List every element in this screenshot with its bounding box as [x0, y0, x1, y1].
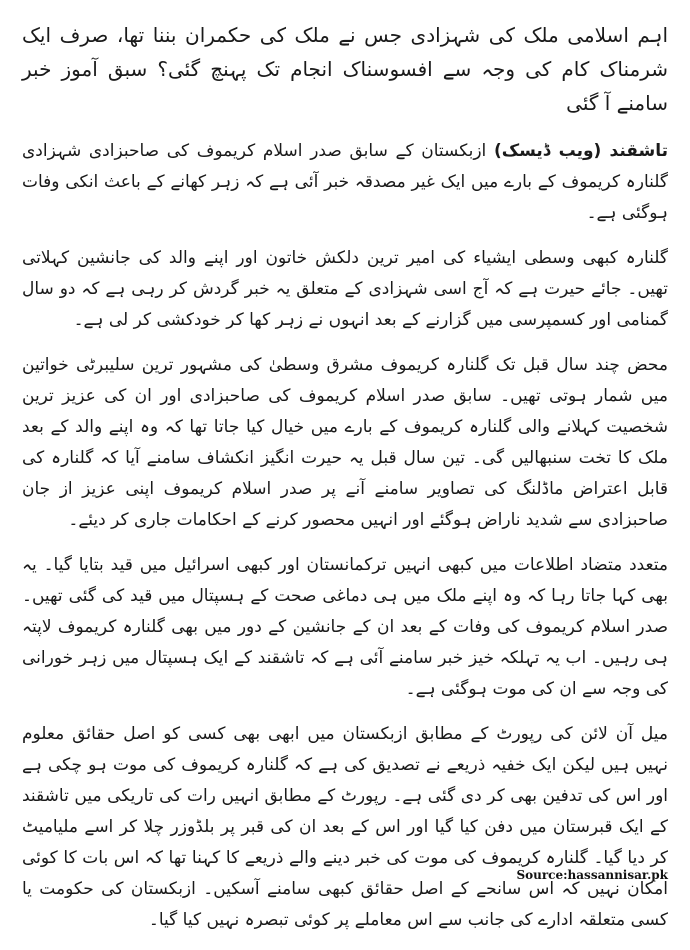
article — [22, 18, 668, 950]
article-paragraph-2 — [22, 243, 668, 336]
article-paragraph-3 — [22, 350, 668, 536]
source-credit: Source:hassannisar.pk — [516, 868, 668, 882]
paragraph-text: محض چند سال قبل تک گلنارہ کریموف مشرق وسطیٰ کی مشہور ترین سلیبرٹی خواتین میں شمار ہوتی تھیں۔ سابق صدر اسلام کریموف کی صاحبزادی اور ان کی عزیز ترین شخصیت کہلانے والی گلنارہ کریموف کے بارے میں خیال کیا جاتا تھا کہ وہ اپنے والد کے بعد ملک کا تخت سنبھالیں گی۔ تین سال قبل یہ حیرت انگیز انکشاف سامنے آیا کہ گلنارہ کی قابل اعتراض ماڈلنگ کی تصاویر سامنے آنے پر صدر اسلام کریموف اپنی عزیز از جان صاحبزادی سے شدید ناراض ہوگئے اور انہیں محصور کرنے کے احکامات جاری کر دیئے۔ — [22, 355, 668, 530]
article-paragraph-4 — [22, 550, 668, 705]
paragraph-text: متعدد متضاد اطلاعات میں کبھی انہیں ترکمانستان اور کبھی اسرائیل میں قید بتایا گیا۔ یہ بھی کہا جاتا رہا کہ وہ اپنے ملک میں ہی دماغی صحت کے ہسپتال میں قید کی گئی تھیں۔ صدر اسلام کریموف کی وفات کے بعد ان کے جانشین کے دور میں بھی گلنارہ کریموف لاپتہ ہی رہیں۔ اب یہ تہلکہ خیز خبر سامنے آئی ہے کہ تاشقند کے ایک ہسپتال میں زہر خورانی کی وجہ سے ان کی موت ہوگئی ہے۔ — [22, 555, 668, 699]
article-paragraph-5 — [22, 719, 668, 936]
paragraph-text: میل آن لائن کی رپورٹ کے مطابق ازبکستان میں ابھی بھی کسی کو اصل حقائق معلوم نہیں ہیں لیکن ایک خفیہ ذریعے نے تصدیق کی ہے کہ گلنارہ کریموف کی موت ہو چکی ہے اور اس کی تدفین بھی کر دی گئی ہے۔ رپورٹ کے مطابق انہیں رات کی تاریکی میں تاشقند کے ایک قبرستان میں دفن کیا گیا اور اس کے بعد ان کی قبر پر بلڈوزر چلا کر اسے ملیامیٹ کر دیا گیا۔ گلنارہ کریموف کی موت کی خبر دینے والے ذریعے کا کہنا تھا کہ اس بات کا کوئی امکان نہیں کہ اس سانحے کے اصل حقائق کبھی سامنے آسکیں۔ ازبکستان کی حکومت یا کسی متعلقہ ادارے کی جانب سے اس معاملے پر کوئی تبصرہ نہیں کیا گیا۔ — [22, 724, 668, 930]
dateline: تاشقند (ویب ڈیسک) — [493, 141, 668, 161]
paragraph-text: ازبکستان کے سابق صدر اسلام کریموف کی صاحبزادی شہزادی گلنارہ کریموف کے بارے میں ایک غیر مصدقہ خبر آئی ہے کہ زہر کھانے کے باعث انکی وفات ہوگئی ہے۔ — [22, 141, 668, 223]
article-paragraph-1 — [22, 136, 668, 229]
article-headline: اہم اسلامی ملک کی شہزادی جس نے ملک کی حکمران بننا تھا، صرف ایک شرمناک کام کی وجہ سے افسوسناک انجام تک پہنچ گئی؟ سبق آموز خبر سامنے آ گئی — [22, 23, 668, 115]
paragraph-text: گلنارہ کبھی وسطی ایشیاء کی امیر ترین دلکش خاتون اور اپنے والد کی جانشین کہلاتی تھیں۔ جائے حیرت ہے کہ آج اسی شہزادی کے متعلق یہ خبر گردش کر رہی ہے کہ دو سال گمنامی اور کسمپرسی میں گزارنے کے بعد انہوں نے زہر کھا کر خودکشی کر لی ہے۔ — [22, 248, 668, 330]
